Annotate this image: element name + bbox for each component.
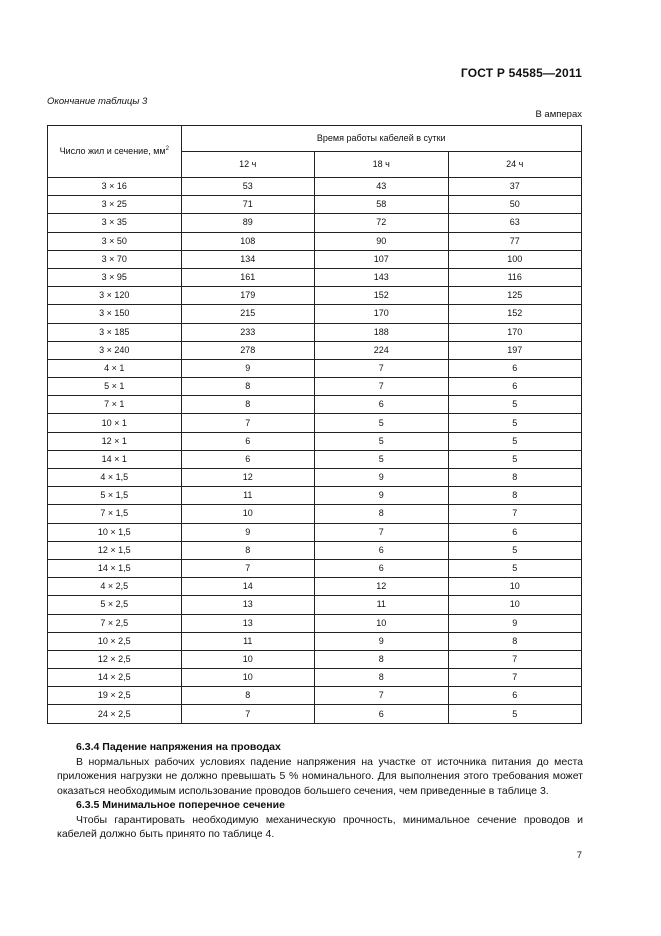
cell-conductors-section: 7 × 2,5: [48, 614, 182, 632]
cell-current-value: 6: [315, 541, 449, 559]
cell-current-value: 6: [315, 396, 449, 414]
cell-current-value: 7: [448, 650, 582, 668]
cell-current-value: 197: [448, 341, 582, 359]
cell-current-value: 5: [315, 432, 449, 450]
cell-current-value: 116: [448, 268, 582, 286]
cell-current-value: 134: [181, 250, 315, 268]
cell-current-value: 12: [181, 469, 315, 487]
header-col-24h: 24 ч: [448, 152, 582, 178]
cell-current-value: 143: [315, 268, 449, 286]
cell-current-value: 72: [315, 214, 449, 232]
header-operating-time: Время работы кабелей в сутки: [181, 126, 582, 152]
table-row: [48, 632, 582, 650]
cell-current-value: 63: [448, 214, 582, 232]
cell-current-value: 11: [315, 596, 449, 614]
cell-current-value: 10: [181, 505, 315, 523]
table-row: [48, 559, 582, 577]
table-row: [48, 541, 582, 559]
cell-current-value: 6: [181, 432, 315, 450]
cell-conductors-section: 3 × 185: [48, 323, 182, 341]
section-6-3-5: [57, 798, 583, 842]
cell-current-value: 10: [181, 669, 315, 687]
table-row: [48, 323, 582, 341]
cell-current-value: 90: [315, 232, 449, 250]
table-row: [48, 268, 582, 286]
cell-current-value: 5: [448, 559, 582, 577]
cell-current-value: 6: [181, 450, 315, 468]
cell-current-value: 7: [181, 559, 315, 577]
table-row: [48, 669, 582, 687]
table-row: [48, 650, 582, 668]
section-title: 6.3.5 Минимальное поперечное сечение: [76, 799, 285, 811]
table-row: [48, 614, 582, 632]
cell-conductors-section: 12 × 1: [48, 432, 182, 450]
cell-current-value: 7: [315, 523, 449, 541]
cell-current-value: 5: [448, 705, 582, 723]
cell-current-value: 8: [448, 469, 582, 487]
cell-current-value: 89: [181, 214, 315, 232]
cell-current-value: 5: [448, 541, 582, 559]
cell-current-value: 170: [448, 323, 582, 341]
cell-conductors-section: 19 × 2,5: [48, 687, 182, 705]
cell-current-value: 9: [181, 359, 315, 377]
cell-current-value: 10: [448, 578, 582, 596]
cell-current-value: 7: [181, 414, 315, 432]
table-row: [48, 523, 582, 541]
cell-conductors-section: 10 × 1,5: [48, 523, 182, 541]
cell-current-value: 11: [181, 487, 315, 505]
table-row: [48, 305, 582, 323]
table-row: [48, 232, 582, 250]
cell-current-value: 5: [315, 414, 449, 432]
cell-current-value: 179: [181, 287, 315, 305]
cell-current-value: 12: [315, 578, 449, 596]
cell-current-value: 170: [315, 305, 449, 323]
cell-current-value: 100: [448, 250, 582, 268]
cell-current-value: 7: [315, 687, 449, 705]
cell-conductors-section: 3 × 95: [48, 268, 182, 286]
cell-current-value: 161: [181, 268, 315, 286]
cell-current-value: 7: [448, 505, 582, 523]
table-row: [48, 450, 582, 468]
section-6-3-4: [57, 740, 583, 798]
cell-current-value: 8: [448, 632, 582, 650]
table-row: [48, 178, 582, 196]
units-note: В амперах: [535, 109, 582, 120]
cell-current-value: 7: [181, 705, 315, 723]
table-row: [48, 250, 582, 268]
cell-current-value: 14: [181, 578, 315, 596]
cell-current-value: 6: [448, 523, 582, 541]
cell-conductors-section: 3 × 120: [48, 287, 182, 305]
cell-current-value: 6: [315, 559, 449, 577]
table-body: [48, 178, 582, 724]
cell-conductors-section: 3 × 150: [48, 305, 182, 323]
cell-conductors-section: 5 × 1,5: [48, 487, 182, 505]
cell-current-value: 8: [181, 378, 315, 396]
cell-conductors-section: 24 × 2,5: [48, 705, 182, 723]
table-row: [48, 378, 582, 396]
cell-current-value: 9: [315, 487, 449, 505]
cell-current-value: 10: [315, 614, 449, 632]
document-code: ГОСТ Р 54585—2011: [460, 66, 582, 80]
cell-current-value: 8: [448, 487, 582, 505]
cell-current-value: 8: [181, 687, 315, 705]
cell-current-value: 8: [315, 505, 449, 523]
cell-current-value: 43: [315, 178, 449, 196]
table-row: [48, 432, 582, 450]
cell-current-value: 188: [315, 323, 449, 341]
cell-current-value: 9: [181, 523, 315, 541]
table-row: [48, 578, 582, 596]
cell-current-value: 37: [448, 178, 582, 196]
cell-conductors-section: 12 × 2,5: [48, 650, 182, 668]
cell-current-value: 50: [448, 196, 582, 214]
cell-current-value: 7: [315, 378, 449, 396]
section-paragraph: Чтобы гарантировать необходимую механическую прочность, минимальное сечение проводов и кабелей должно быть принято по таблице 4.: [57, 813, 583, 840]
cell-current-value: 8: [315, 650, 449, 668]
table-row: [48, 196, 582, 214]
cell-current-value: 278: [181, 341, 315, 359]
table-row: [48, 396, 582, 414]
header-col-18h: 18 ч: [315, 152, 449, 178]
cell-current-value: 58: [315, 196, 449, 214]
table-row: [48, 287, 582, 305]
cell-current-value: 11: [181, 632, 315, 650]
section-title: 6.3.4 Падение напряжения на проводах: [76, 741, 281, 753]
cell-conductors-section: 5 × 1: [48, 378, 182, 396]
table-row: [48, 705, 582, 723]
cell-current-value: 9: [315, 632, 449, 650]
cell-current-value: 9: [315, 469, 449, 487]
cell-current-value: 10: [448, 596, 582, 614]
cell-conductors-section: 7 × 1: [48, 396, 182, 414]
cell-current-value: 7: [448, 669, 582, 687]
header-conductors-label: Число жил и сечение, мм: [59, 146, 166, 156]
cell-conductors-section: 4 × 1,5: [48, 469, 182, 487]
cell-current-value: 6: [448, 687, 582, 705]
header-unit-superscript: 2: [165, 146, 169, 152]
table-caption: Окончание таблицы 3: [47, 96, 148, 107]
cell-current-value: 5: [448, 450, 582, 468]
table-row: [48, 687, 582, 705]
table-row: [48, 487, 582, 505]
cell-current-value: 152: [448, 305, 582, 323]
table-row: [48, 596, 582, 614]
cell-current-value: 10: [181, 650, 315, 668]
cell-current-value: 107: [315, 250, 449, 268]
current-table: [47, 125, 582, 724]
cell-current-value: 71: [181, 196, 315, 214]
cell-current-value: 108: [181, 232, 315, 250]
cell-conductors-section: 10 × 1: [48, 414, 182, 432]
table-row: [48, 469, 582, 487]
cell-current-value: 233: [181, 323, 315, 341]
cell-conductors-section: 5 × 2,5: [48, 596, 182, 614]
cell-conductors-section: 3 × 16: [48, 178, 182, 196]
cell-current-value: 7: [315, 359, 449, 377]
cell-current-value: 6: [448, 359, 582, 377]
cell-conductors-section: 3 × 50: [48, 232, 182, 250]
cell-conductors-section: 10 × 2,5: [48, 632, 182, 650]
cell-conductors-section: 4 × 2,5: [48, 578, 182, 596]
cell-current-value: 13: [181, 614, 315, 632]
section-paragraph: В нормальных рабочих условиях падение напряжения на участке от источника питания до места приложения нагрузки не должно превышать 5 % номинального. Для выполнения этого требования может оказаться необходимым использование проводов большего сечения, чем приведенные в таблице 3.: [57, 755, 583, 797]
cell-current-value: 8: [181, 541, 315, 559]
cell-current-value: 224: [315, 341, 449, 359]
cell-conductors-section: 12 × 1,5: [48, 541, 182, 559]
cell-conductors-section: 3 × 70: [48, 250, 182, 268]
cell-conductors-section: 14 × 2,5: [48, 669, 182, 687]
table-row: [48, 359, 582, 377]
cell-conductors-section: 3 × 240: [48, 341, 182, 359]
cell-current-value: 5: [448, 396, 582, 414]
header-conductors-section: [48, 126, 182, 178]
cell-conductors-section: 14 × 1: [48, 450, 182, 468]
cell-conductors-section: 14 × 1,5: [48, 559, 182, 577]
cell-conductors-section: 3 × 25: [48, 196, 182, 214]
table-row: [48, 414, 582, 432]
cell-current-value: 5: [448, 432, 582, 450]
cell-current-value: 6: [315, 705, 449, 723]
header-col-12h: 12 ч: [181, 152, 315, 178]
table-row: [48, 341, 582, 359]
cell-current-value: 6: [448, 378, 582, 396]
cell-current-value: 77: [448, 232, 582, 250]
cell-current-value: 152: [315, 287, 449, 305]
cell-conductors-section: 3 × 35: [48, 214, 182, 232]
cell-current-value: 8: [315, 669, 449, 687]
cell-current-value: 53: [181, 178, 315, 196]
cell-current-value: 215: [181, 305, 315, 323]
cell-current-value: 5: [448, 414, 582, 432]
table-row: [48, 214, 582, 232]
cell-current-value: 13: [181, 596, 315, 614]
cell-current-value: 5: [315, 450, 449, 468]
cell-current-value: 125: [448, 287, 582, 305]
table-row: [48, 505, 582, 523]
cell-current-value: 9: [448, 614, 582, 632]
cell-conductors-section: 4 × 1: [48, 359, 182, 377]
page-number: 7: [576, 850, 582, 861]
cell-current-value: 8: [181, 396, 315, 414]
cell-conductors-section: 7 × 1,5: [48, 505, 182, 523]
